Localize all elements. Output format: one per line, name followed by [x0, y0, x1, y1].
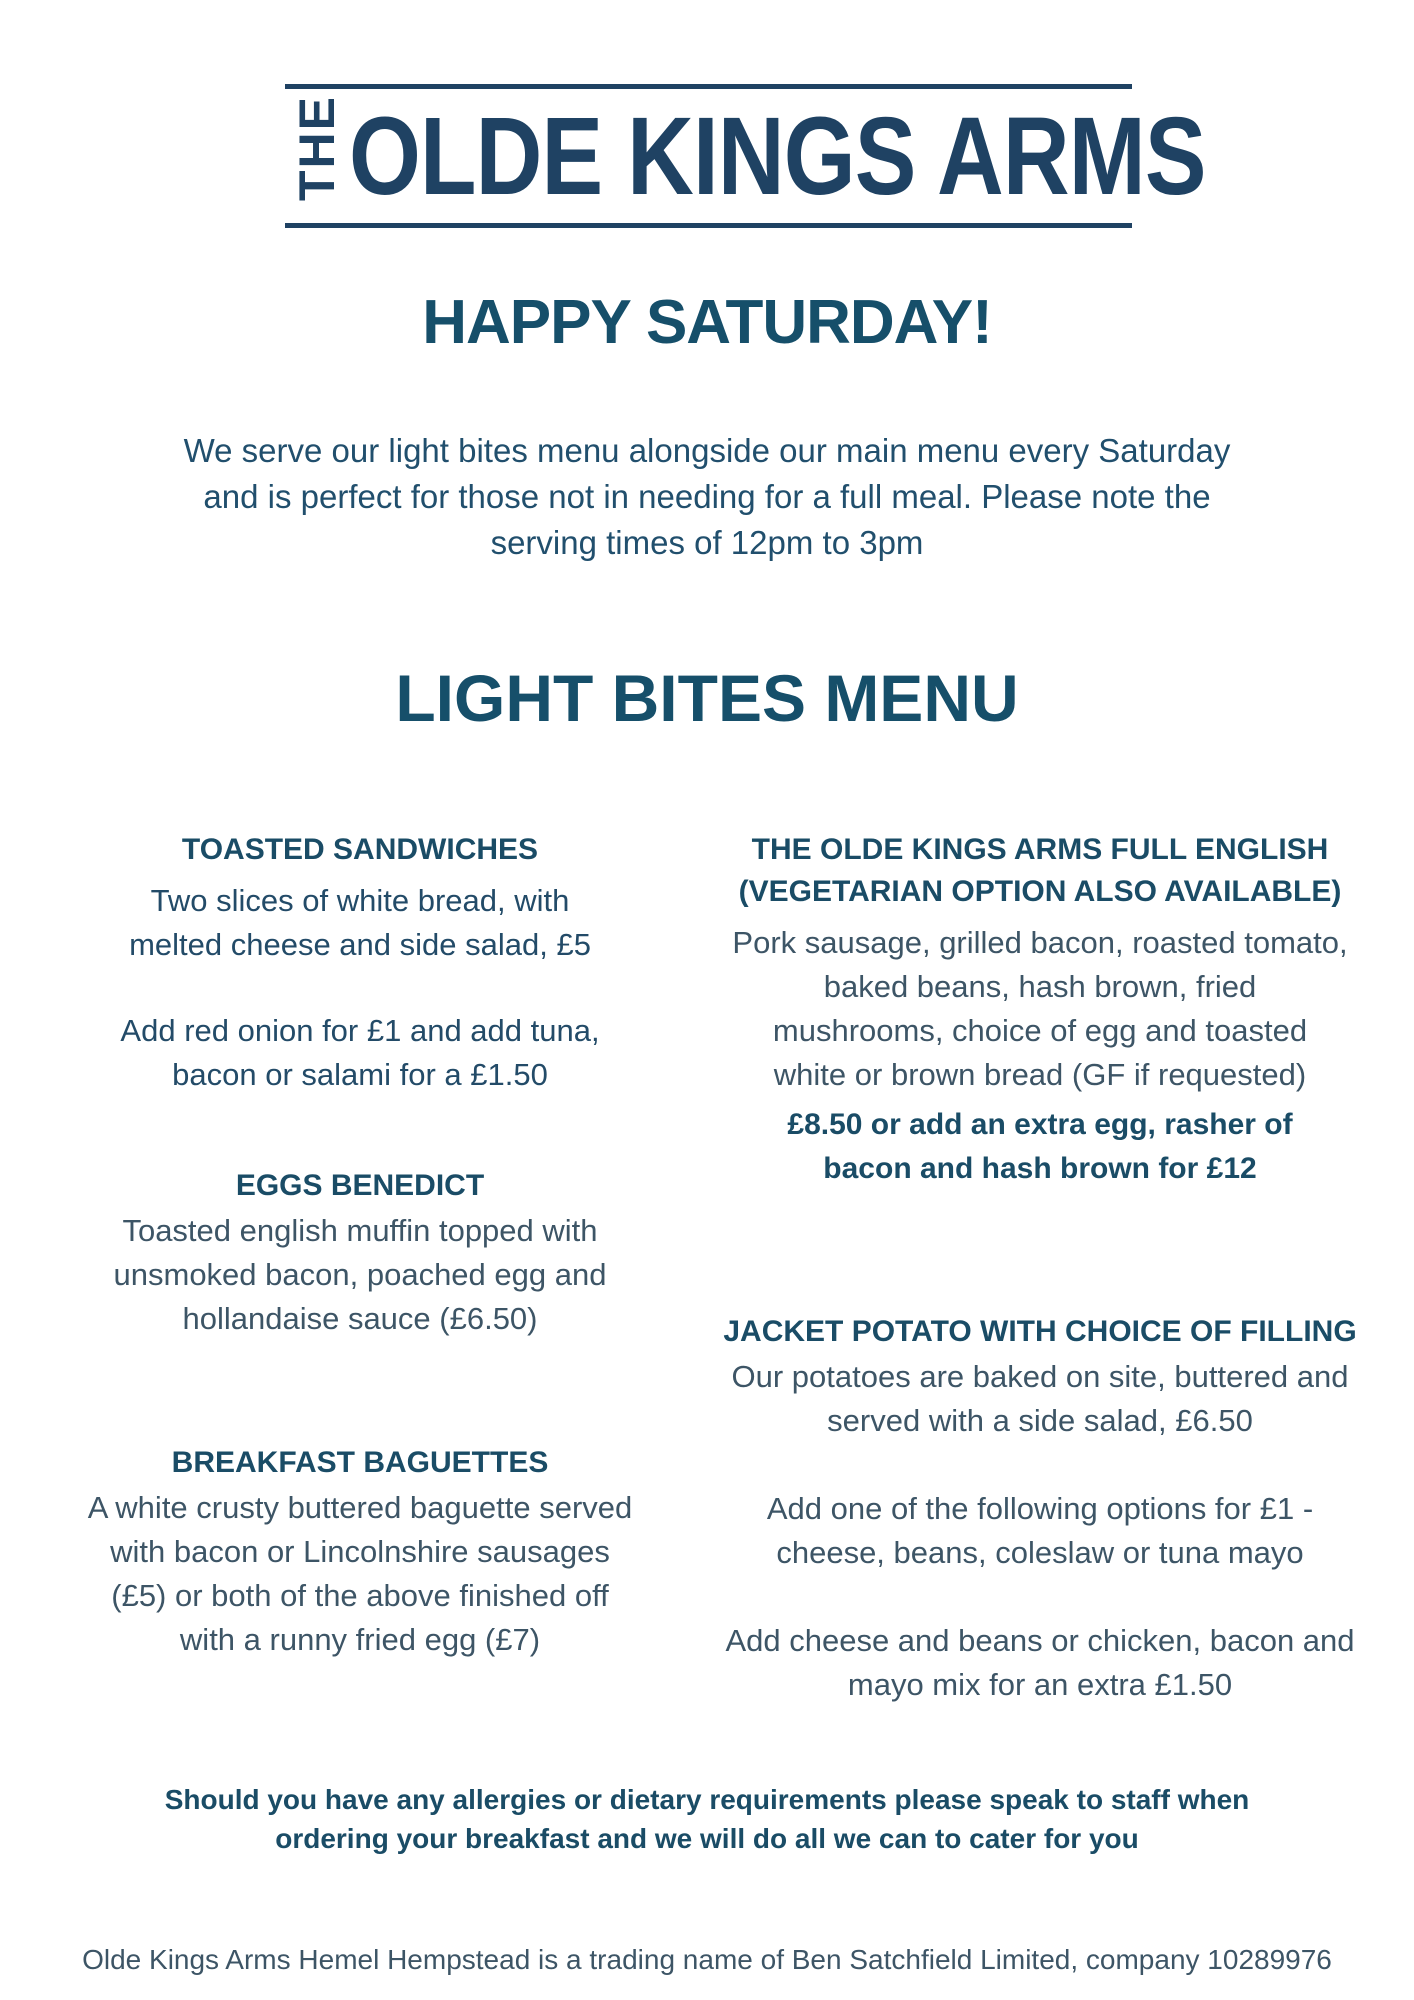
jacket-potato-section: [710, 1311, 1370, 1707]
intro-line: We serve our light bites menu alongside our main menu every Saturday: [183, 432, 1231, 469]
menu-heading: LIGHT BITES MENU: [395, 661, 1019, 735]
section-title: EGGS BENEDICT: [235, 1169, 485, 1202]
section-title: THE OLDE KINGS ARMS FULL ENGLISH: [751, 833, 1329, 866]
section-text: hollandaise sauce (£6.50): [182, 1301, 538, 1336]
section-text: Two slices of white bread, with: [150, 883, 570, 918]
eggs-benedict-section: [60, 1165, 660, 1341]
price-text: £8.50 or add an extra egg, rasher of: [787, 1108, 1293, 1141]
section-text: Add cheese and beans or chicken, bacon and: [725, 1623, 1355, 1658]
section-text: with bacon or Lincolnshire sausages: [110, 1534, 610, 1569]
toasted-sandwiches-section: [60, 829, 660, 1097]
section-text: A white crusty buttered baguette served: [87, 1490, 633, 1525]
allergy-line: Should you have any allergies or dietary requirements please speak to staff when: [164, 1784, 1250, 1815]
section-text: bacon or salami for a £1.50: [172, 1057, 548, 1092]
section-title: JACKET POTATO WITH CHOICE OF FILLING: [723, 1315, 1357, 1348]
logo: [285, 84, 1206, 228]
allergy-notice: [0, 1780, 1414, 1858]
section-text: mayo mix for an extra £1.50: [847, 1667, 1233, 1702]
intro-line: serving times of 12pm to 3pm: [490, 524, 924, 561]
breakfast-baguettes-section: [60, 1442, 660, 1662]
section-text: unsmoked bacon, poached egg and: [113, 1257, 607, 1292]
section-title: TOASTED SANDWICHES: [181, 833, 539, 866]
section-title: (VEGETARIAN OPTION ALSO AVAILABLE): [738, 875, 1342, 908]
section-title: BREAKFAST BAGUETTES: [171, 1446, 549, 1479]
price-text: bacon and hash brown for £12: [823, 1152, 1257, 1185]
logo-name-text: OLDE KINGS ARMS: [349, 95, 1206, 218]
section-text: cheese, beans, coleslaw or tuna mayo: [776, 1535, 1304, 1570]
footer-text: Olde Kings Arms Hemel Hempstead is a trading name of Ben Satchfield Limited, company 10289976: [82, 1944, 1332, 1975]
section-text: baked beans, hash brown, fried: [823, 969, 1257, 1004]
section-text: white or brown bread (GF if requested): [773, 1057, 1307, 1092]
section-text: Our potatoes are baked on site, buttered and: [731, 1359, 1349, 1394]
logo-the-text: THE: [289, 95, 345, 201]
section-text: Add one of the following options for £1 -: [766, 1491, 1314, 1526]
intro-line: and is perfect for those not in needing for a full meal. Please note the: [203, 478, 1211, 515]
full-english-section: [710, 829, 1370, 1191]
section-text: served with a side salad, £6.50: [827, 1403, 1253, 1438]
section-text: Add red onion for £1 and add tuna,: [120, 1013, 600, 1048]
section-text: with a runny fried egg (£7): [179, 1622, 541, 1657]
allergy-line: ordering your breakfast and we will do all we can to cater for you: [275, 1823, 1139, 1854]
intro-text: [0, 428, 1414, 566]
section-text: melted cheese and side salad, £5: [129, 927, 591, 962]
section-text: Pork sausage, grilled bacon, roasted tomato,: [732, 925, 1348, 960]
page-title: HAPPY SATURDAY!: [422, 288, 992, 357]
section-text: Toasted english muffin topped with: [122, 1213, 598, 1248]
section-text: mushrooms, choice of egg and toasted: [772, 1013, 1308, 1048]
section-text: (£5) or both of the above finished off: [111, 1578, 609, 1613]
